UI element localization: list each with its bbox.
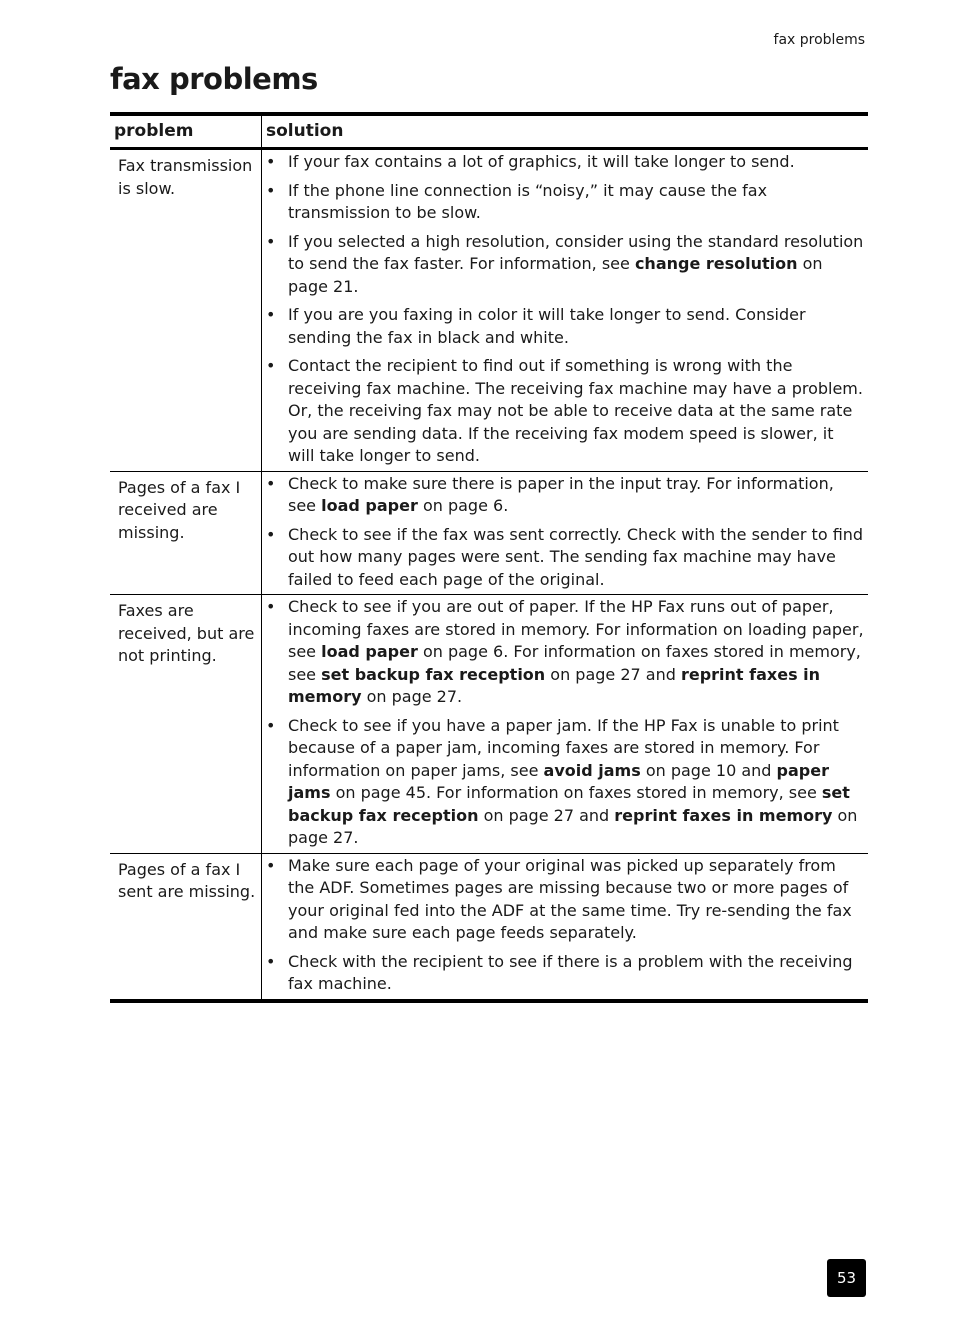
running-head: fax problems <box>773 32 865 48</box>
header-solution: solution <box>266 121 344 141</box>
solution-bullet <box>266 951 864 996</box>
fax-problems-table <box>110 112 868 1003</box>
bullet-text <box>288 304 864 349</box>
text-segment: on page 6. For information on faxes stored in memory, see <box>288 642 861 684</box>
problem-cell: Pages of a fax I received are missing. <box>110 472 262 595</box>
text-segment: If you selected a high resolution, consider using the standard resolution to send the fax faster. For information, see <box>288 231 864 273</box>
text-segment: on page 21. <box>288 254 823 296</box>
bullet-text <box>288 524 864 592</box>
bullet-text <box>288 715 864 850</box>
header-problem: problem <box>110 116 262 147</box>
solution-bullet <box>266 855 864 945</box>
table-row <box>110 853 868 999</box>
table-row <box>110 594 868 853</box>
page-title: fax problems <box>110 62 318 96</box>
text-segment: on page 27 and <box>545 664 681 684</box>
text-segment: Check to see if the fax was sent correctly. Check with the sender to find out how many pages were sent. The sending fax machine may have failed to feed each page of the original. <box>288 524 864 589</box>
bullet-icon: • <box>266 597 276 616</box>
text-segment: on page 45. For information on faxes stored in memory, see <box>330 783 822 802</box>
bullet-text <box>288 231 864 299</box>
page-number: 53 <box>827 1259 866 1297</box>
bullet-text <box>288 355 864 468</box>
bullet-text <box>288 180 864 225</box>
text-segment: on page 10 and <box>640 760 777 780</box>
text-segment: on page 27. <box>288 805 858 847</box>
bullet-icon: • <box>266 855 276 875</box>
bullet-text <box>288 951 864 996</box>
solution-bullet <box>266 151 864 174</box>
bullet-icon: • <box>266 305 276 324</box>
solution-bullet <box>266 473 864 518</box>
text-segment: on page 6. <box>417 496 509 515</box>
text-segment: If you are you faxing in color it will take longer to send. Consider sending the fax in black and white. <box>288 305 806 347</box>
bullet-icon: • <box>266 524 276 544</box>
bullet-icon: • <box>266 715 276 735</box>
cross-reference: change resolution <box>634 254 798 273</box>
solution-cell <box>262 472 868 595</box>
cross-reference: load paper <box>321 496 418 515</box>
solution-bullet <box>266 596 864 709</box>
solution-bullet <box>266 231 864 299</box>
problem-cell: Faxes are received, but are not printing. <box>110 595 262 853</box>
solution-cell <box>262 854 868 999</box>
text-segment: on page 27 and <box>478 805 615 825</box>
cross-reference: load paper <box>321 642 418 661</box>
bullet-text <box>288 151 795 174</box>
text-segment: If the phone line connection is “noisy,” it may cause the fax transmission to be slow. <box>288 180 768 222</box>
solution-cell <box>262 595 868 853</box>
bullet-text <box>288 855 864 945</box>
text-segment: Check to see if you have a paper jam. If the HP Fax is unable to print because of a paper jam, incoming faxes are stored in memory. For information on paper jams, see <box>288 715 839 780</box>
text-segment: Check to see if you are out of paper. If the HP Fax runs out of paper, incoming faxes are stored in memory. For information on loading paper, see <box>288 597 864 661</box>
bullet-text <box>288 596 864 709</box>
table-row <box>110 150 868 471</box>
solution-bullet <box>266 715 864 850</box>
cross-reference: paper jams <box>288 760 829 802</box>
text-segment: Contact the recipient to find out if something is wrong with the receiving fax machine. The receiving fax machine may have a problem. Or, the receiving fax may not be able to receive data at the same rate you are sending data. If the receiving fax modem speed is slower, it will take longer to send. <box>288 356 863 465</box>
text-segment: Make sure each page of your original was picked up separately from the ADF. Sometimes pages are missing because two or more pages of your original fed into the ADF at the same time. Try re-sending the fax and make sure each page feeds separately. <box>288 855 852 942</box>
problem-cell: Fax transmission is slow. <box>110 150 262 471</box>
table-row <box>110 471 868 595</box>
solution-bullet <box>266 524 864 592</box>
text-segment: on page 27. <box>361 687 463 706</box>
bullet-icon: • <box>266 231 276 251</box>
solution-bullet <box>266 355 864 468</box>
table-header <box>110 116 868 150</box>
bullet-icon: • <box>266 356 276 375</box>
bullet-text <box>288 473 864 518</box>
bullet-icon: • <box>266 180 276 200</box>
solution-bullet <box>266 180 864 225</box>
bullet-icon: • <box>266 473 276 493</box>
cross-reference: reprint faxes in memory <box>288 664 821 706</box>
solution-cell <box>262 150 868 471</box>
cross-reference: avoid jams <box>543 760 641 780</box>
cross-reference: set backup fax reception <box>288 783 850 825</box>
cross-reference: reprint faxes in memory <box>614 805 833 825</box>
text-segment: Check with the recipient to see if there is a problem with the receiving fax machine. <box>288 951 853 993</box>
table-body <box>110 150 868 999</box>
bullet-icon: • <box>266 951 276 971</box>
problem-cell: Pages of a fax I sent are missing. <box>110 854 262 999</box>
solution-bullet <box>266 304 864 349</box>
bullet-icon: • <box>266 152 276 171</box>
text-segment: Check to make sure there is paper in the input tray. For information, see <box>288 473 834 515</box>
text-segment: If your fax contains a lot of graphics, it will take longer to send. <box>288 152 795 171</box>
cross-reference: set backup fax reception <box>321 664 546 684</box>
